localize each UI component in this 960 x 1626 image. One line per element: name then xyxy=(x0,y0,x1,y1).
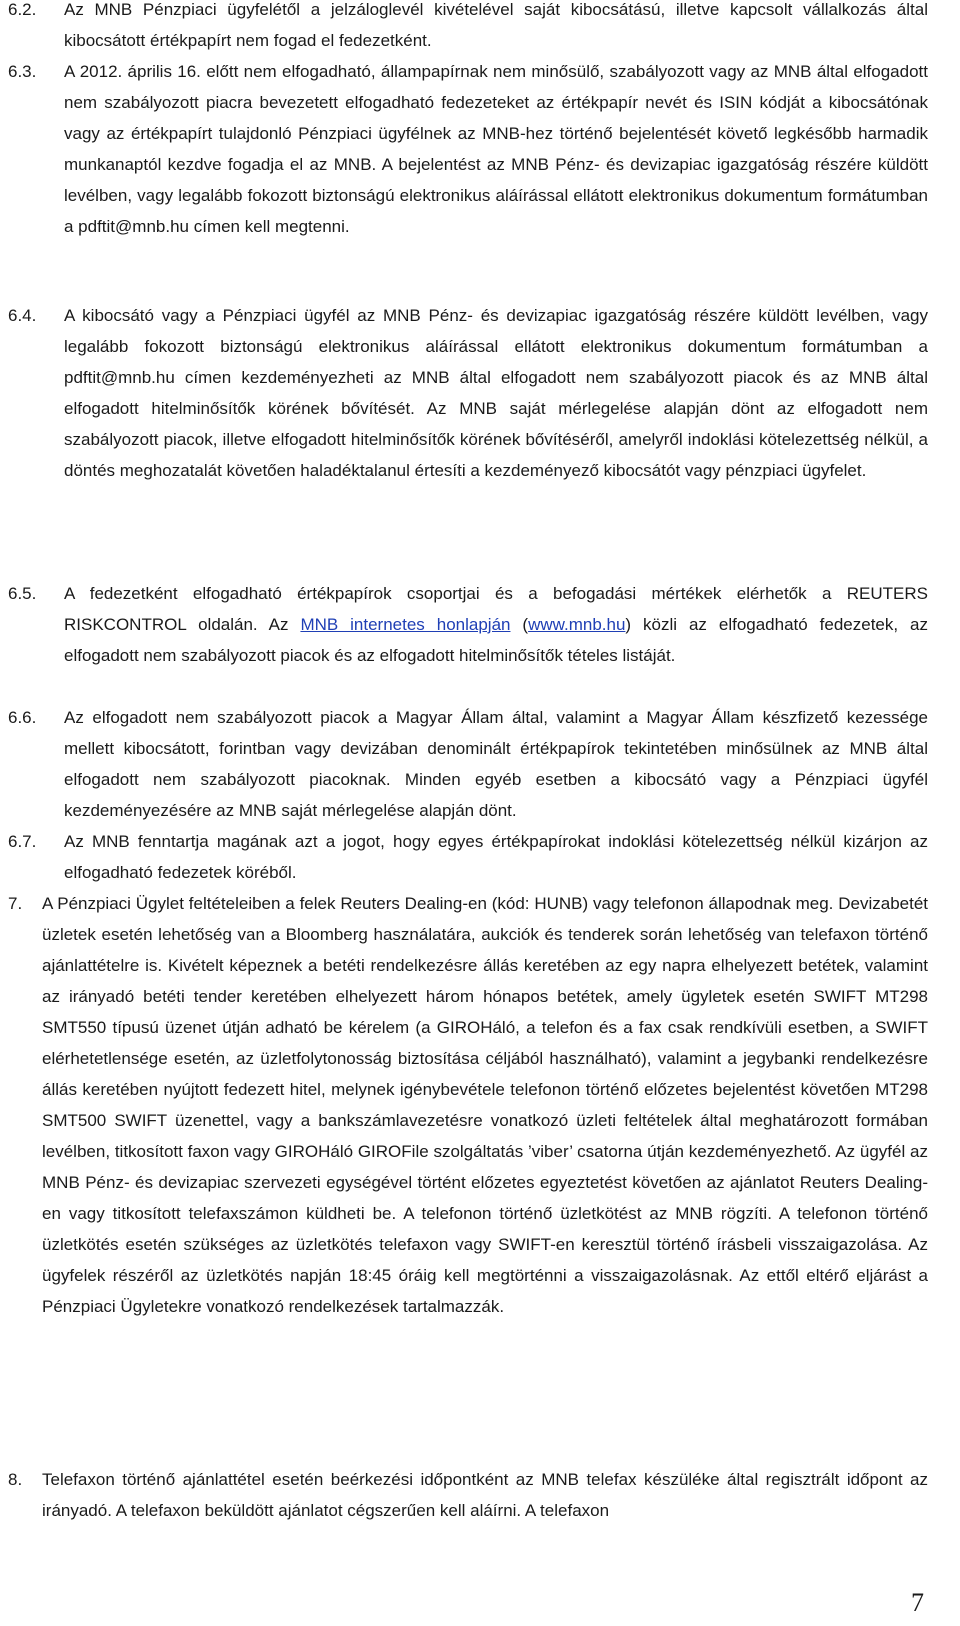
section-text-part: ( xyxy=(510,615,529,634)
section-7 xyxy=(8,888,928,1322)
section-6-6 xyxy=(8,702,928,826)
section-text: Az MNB fenntartja magának azt a jogot, hogy egyes értékpapírokat indoklási kötelezettség nélkül kizárjon az elfogadható fedezetek köréből. xyxy=(64,832,928,882)
section-number: 6.2. xyxy=(8,0,37,19)
section-text-part: ) közli az elfogadható fedezetek, az elfogadott nem szabályozott piacok és az elfogadott hitelminősítők tételes listáját. xyxy=(64,615,928,665)
section-number: 6.6. xyxy=(8,708,37,727)
section-6-5 xyxy=(8,578,928,671)
section-6-7 xyxy=(8,826,928,888)
section-text: A kibocsátó vagy a Pénzpiaci ügyfél az MNB Pénz- és devizapiac igazgatóság részére küldött levélben, vagy legalább fokozott biztonságú elektronikus aláírással ellátott elektronikus dokumentum formátumban a pdftit@mnb.hu címen kezdeményezheti az MNB által elfogadott nem szabályozott piacok és az MNB által elfogadott hitelminősítők körének bővítését. Az MNB saját mérlegelése alapján dönt az elfogadott nem szabályozott piacok, illetve elfogadott hitelminősítők körének bővítéséről, amelyről indoklási kötelezettség nélkül, a döntés meghozatalát követően haladéktalanul értesíti a kezdeményező kibocsátót vagy pénzpiaci ügyfelet. xyxy=(64,306,928,480)
section-8 xyxy=(8,1464,928,1526)
section-text: Telefaxon történő ajánlattétel esetén beérkezési időpontként az MNB telefax készüléke által regisztrált időpont az irányadó. A telefaxon beküldött ajánlatot cégszerűen kell aláírni. A telefaxon xyxy=(42,1470,928,1520)
section-number: 8. xyxy=(8,1470,23,1489)
section-number: 7. xyxy=(8,894,23,913)
section-text: A Pénzpiaci Ügylet feltételeiben a felek Reuters Dealing-en (kód: HUNB) vagy telefonon állapodnak meg. Devizabetét üzletek esetén lehetőség van a Bloomberg használatára, aukciók és tenderek során lehetőség van telefaxon történő ajánlattételre is. Kivételt képeznek a betéti rendelkezésre állás keretében az egy napra elhelyezett betétek, valamint az irányadó betéti tender keretében elhelyezett három hónapos betétek, amely ügyletek esetén SWIFT MT298 SMT550 típusú üzenet útján adható be kérelem (a GIROHáló, a telefon és a fax csak rendkívüli esetben, a SWIFT elérhetetlensége esetén, az üzletfolytonosság biztosítása céljából használható), valamint a jegybanki rendelkezésre állás keretében nyújtott fedezett hitel, melynek igénybevétele telefonon történő előzetes bejelentést követően MT298 SMT500 SWIFT üzenettel, vagy a bankszámlavezetésre vonatkozó üzleti feltételek által meghatározott formában levélben, titkosított faxon vagy GIROHáló GIROFile szolgáltatás ’viber’ csatorna útján kezdeményezhető. Az ügyfél az MNB Pénz- és devizapiac szervezeti egységével történt előzetes egyeztetést követően az ajánlatot Reuters Dealing-en vagy titkosított telefaxszámon küldheti be. A telefonon történő üzletkötést az MNB rögzíti. A telefonon történő üzletkötés esetén szükséges az üzletkötés telefaxon vagy SWIFT-en keresztül történő írásbeli visszaigazolása. Az ügyfelek részéről az üzletkötés napján 18:45 óráig kell megtörténni a visszaigazolásnak. Az ettől eltérő eljárást a Pénzpiaci Ügyletekre vonatkozó rendelkezések tartalmazzák. xyxy=(42,894,928,1316)
mnb-website-link[interactable]: MNB internetes honlapján xyxy=(300,615,511,634)
section-6-4 xyxy=(8,300,928,486)
mnb-url-link[interactable]: www.mnb.hu xyxy=(528,615,626,634)
section-text-part: A fedezetként elfogadható értékpapírok csoportjai és a befogadási mértékek elérhetők a REUTERS RISKCONTROL oldalán. Az xyxy=(64,584,928,634)
section-text: Az elfogadott nem szabályozott piacok a Magyar Állam által, valamint a Magyar Állam készfizető kezessége mellett kibocsátott, forintban vagy devizában denominált értékpapírok tekintetében minősülnek az MNB által elfogadott nem szabályozott piacoknak. Minden egyéb esetben a kibocsátó vagy a Pénzpiaci ügyfél kezdeményezésére az MNB saját mérlegelése alapján dönt. xyxy=(64,708,928,820)
section-text: Az MNB Pénzpiaci ügyfelétől a jelzáloglevél kivételével saját kibocsátású, illetve kapcsolt vállalkozás által kibocsátott értékpapírt nem fogad el fedezetként. xyxy=(64,0,928,50)
page-number: 7 xyxy=(911,1588,924,1617)
section-number: 6.5. xyxy=(8,584,37,603)
section-6-2 xyxy=(8,0,928,56)
section-number: 6.3. xyxy=(8,62,37,81)
section-text: A 2012. április 16. előtt nem elfogadható, állampapírnak nem minősülő, szabályozott vagy az MNB által elfogadott nem szabályozott piacra bevezetett elfogadható fedezeteket az értékpapír nevét és ISIN kódját a kibocsátónak vagy az értékpapírt tulajdonló Pénzpiaci ügyfélnek az MNB-hez történő bejelentését követő legkésőbb harmadik munkanaptól kezdve fogadja el az MNB. A bejelentést az MNB Pénz- és devizapiac igazgatóság részére küldött levélben, vagy legalább fokozott biztonságú elektronikus aláírással ellátott elektronikus dokumentum formátumban a pdftit@mnb.hu címen kell megtenni. xyxy=(64,62,928,236)
section-text xyxy=(64,578,928,671)
section-number: 6.4. xyxy=(8,306,37,325)
section-6-3 xyxy=(8,56,928,242)
section-number: 6.7. xyxy=(8,832,37,851)
